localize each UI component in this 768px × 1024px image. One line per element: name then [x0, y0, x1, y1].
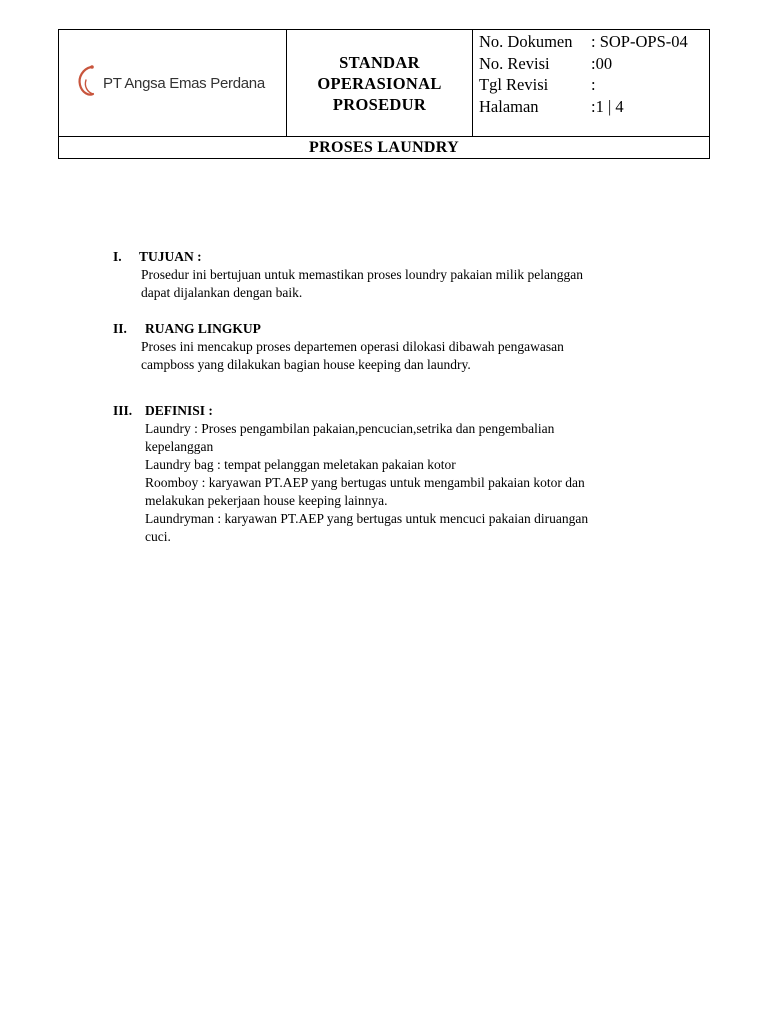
- text-line: cuci.: [145, 529, 171, 544]
- logo-cell: [59, 30, 287, 137]
- section-heading: [113, 248, 673, 266]
- section-number: II.: [113, 321, 127, 336]
- swan-logo-icon: [75, 63, 101, 103]
- document-type-title: [287, 30, 473, 137]
- meta-value: :00: [591, 53, 613, 73]
- section-text: [113, 420, 673, 546]
- company-logo: [59, 63, 286, 103]
- section-title: DEFINISI :: [145, 403, 213, 418]
- document-body: [113, 248, 673, 564]
- meta-row-doc-number: [479, 31, 709, 53]
- meta-row-page: [479, 96, 709, 118]
- section-scope: [113, 320, 673, 374]
- meta-row-revision-date: [479, 74, 709, 96]
- text-line: kepelanggan: [145, 439, 214, 454]
- section-purpose: [113, 248, 673, 302]
- title-line: OPERASIONAL: [317, 73, 442, 93]
- meta-label: No. Dokumen: [479, 32, 573, 51]
- procedure-title: PROSES LAUNDRY: [59, 137, 710, 159]
- section-number: I.: [113, 249, 122, 264]
- title-line: STANDAR: [339, 52, 420, 72]
- meta-value: : SOP-OPS-04: [591, 32, 688, 51]
- meta-label: Tgl Revisi: [479, 75, 549, 94]
- document-meta: [473, 30, 710, 137]
- text-line: Laundry : Proses pengambilan pakaian,pencucian,setrika dan pengembalian: [145, 421, 555, 436]
- text-line: melakukan pekerjaan house keeping lainnya.: [145, 493, 388, 508]
- text-line: Roomboy : karyawan PT.AEP yang bertugas untuk mengambil pakaian kotor dan: [145, 475, 585, 490]
- document-header: [58, 29, 710, 159]
- section-number: III.: [113, 403, 133, 418]
- meta-label: Halaman: [479, 96, 539, 116]
- meta-label: No. Revisi: [479, 53, 550, 73]
- meta-value: :: [591, 75, 596, 94]
- section-title: RUANG LINGKUP: [145, 321, 261, 336]
- text-line: dapat dijalankan dengan baik.: [141, 285, 303, 300]
- section-text: [113, 338, 673, 374]
- section-title: TUJUAN :: [139, 249, 202, 264]
- title-line: PROSEDUR: [332, 94, 427, 114]
- meta-value: :1 | 4: [591, 96, 624, 116]
- section-heading: [113, 402, 673, 420]
- section-text: [113, 266, 673, 302]
- section-heading: [113, 320, 673, 338]
- text-line: Proses ini mencakup proses departemen operasi dilokasi dibawah pengawasan: [141, 339, 564, 354]
- text-line: Laundryman : karyawan PT.AEP yang bertugas untuk mencuci pakaian diruangan: [145, 511, 589, 526]
- text-line: campboss yang dilakukan bagian house keeping dan laundry.: [141, 357, 471, 372]
- company-name: PT Angsa Emas Perdana: [103, 74, 265, 92]
- section-definitions: [113, 402, 673, 546]
- meta-row-revision: [479, 53, 709, 75]
- text-line: Laundry bag : tempat pelanggan meletakan pakaian kotor: [145, 457, 456, 472]
- text-line: Prosedur ini bertujuan untuk memastikan proses loundry pakaian milik pelanggan: [141, 267, 584, 282]
